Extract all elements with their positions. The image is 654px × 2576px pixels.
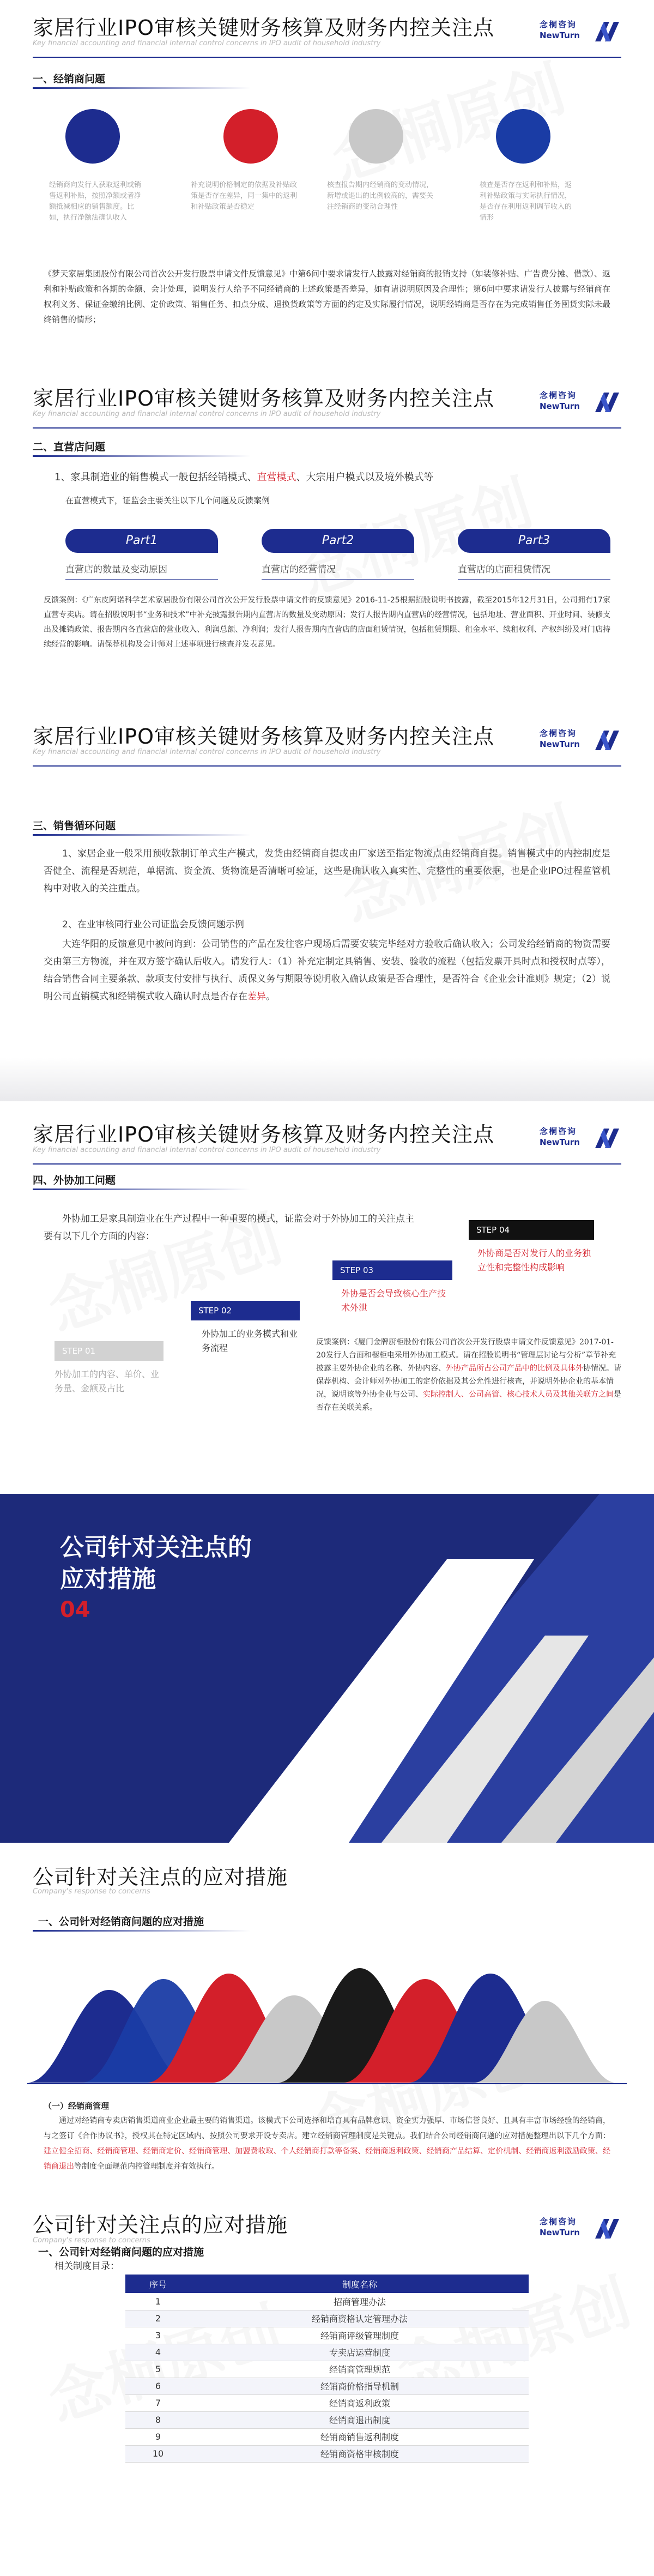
column-header-name: 制度名称 — [191, 2275, 529, 2293]
section-bar — [33, 455, 251, 457]
table-row — [125, 2293, 529, 2310]
table-row — [125, 2445, 529, 2462]
logo-text-en: NewTurn — [540, 1137, 580, 1147]
slide-header — [33, 1858, 621, 1906]
row-no: 2 — [125, 2310, 191, 2327]
logo-mark-icon — [593, 387, 621, 415]
section-bar — [33, 1189, 251, 1190]
row-name: 经销商销售返利制度 — [191, 2428, 529, 2445]
slide-cover — [0, 1494, 654, 1843]
section-heading: 三、销售循环问题 — [33, 820, 116, 832]
page-title: 公司针对关注点的应对措施 — [33, 2213, 288, 2237]
section-paragraph: 《梦天家居集团股份有限公司首次公开发行股票申请文件反馈意见》中第6问中要求请发行人披露对经销商的报销支持（如装修补贴、广告费分摊、借款）、返利和补贴政策和各期的金额、会计处理，说明发行人给予不同经销商的上述政策是否差异，如有请说明原因及合理性；第6问中要求请发行人披露与经销商在权利义务、保证金缴纳比例、定价政策、销售任务、扣点分成、退换货政策等方面的约定及实际履行情况，说明经销商是否存在为完成销售任务囤货实际未最终销售的情形； — [44, 269, 610, 324]
row-name: 经销商价格指导机制 — [191, 2378, 529, 2394]
brand-logo — [540, 1122, 621, 1153]
case-text: 协情况。请保荐机构、会计师对外协加工的定价依据及其公允性进行核查，并说明外协企业的基本情况，说明该等外协企业与公司、 — [316, 1364, 621, 1399]
step-desc: 外协加工的业务模式和业务流程 — [202, 1329, 298, 1353]
line-prefix: 1、家具制造业的销售模式一般包括经销模式、 — [55, 472, 257, 483]
case-text: 反馈案例：《厦门金牌厨柜股份有限公司首次公开发行股票申请文件反馈意见》2017-01-20发行人台面和橱柜电采用外协加工模式。请在招股说明书“管理层讨论与分析”章节补充披露主要外协企业的名称、外协内容、 — [316, 1338, 616, 1373]
circle-text: 补充说明价格制定的依据及补贴政策是否存在差异，同一集中的返利和补贴政策是否稳定 — [191, 181, 298, 211]
row-name: 招商管理办法 — [191, 2293, 529, 2310]
case-highlight: 外协产品所占公司产品中的比例及具体外 — [446, 1364, 583, 1373]
circle-navy — [65, 109, 120, 164]
page-subtitle: Key financial accounting and financial internal control concerns in IPO audit of household industry — [33, 748, 381, 756]
page-subtitle: Company's response to concerns — [33, 1887, 150, 1896]
cover-number: 04 — [60, 1597, 90, 1622]
case-box — [316, 1336, 621, 1414]
line-suffix: 、大宗用户模式以及境外模式等 — [296, 472, 434, 483]
paragraph-text: 大连华阳的反馈意见中被问询到：公司销售的产品在发往客户现场后需要安装完毕经对方验收后确认收入；公司发给经销商的物资需要交由第三方物流，并在双方签字确认后收入。请发行人：（1）补充定制定具销售、安装、验收的流程（包括发票开具时点和授权时点等），结合销售合同主要条款、款项支付安排与执行、质保义务与期限等说明收入确认政策是否合理性，是否符合《企业会计准则》规定；（2）说明公司直销模式和经销模式收入确认时点是否存在 — [44, 939, 610, 1002]
part-desc: 直营店的数量及变动原因 — [65, 564, 167, 575]
part-underline — [65, 579, 218, 580]
logo-text-en: NewTurn — [540, 739, 580, 749]
page-title: 家居行业IPO审核关键财务核算及财务内控关注点 — [33, 1123, 495, 1147]
step-desc: 外协是否会导致核心生产技术外泄 — [341, 1288, 446, 1313]
brand-logo — [540, 386, 621, 417]
slide-outsourcing — [0, 1107, 654, 1483]
table-row — [125, 2361, 529, 2378]
row-name: 专卖店运营制度 — [191, 2344, 529, 2361]
section-bar — [33, 87, 251, 89]
row-no: 4 — [125, 2344, 191, 2361]
section-heading: 一、经销商问题 — [33, 73, 106, 85]
row-no: 9 — [125, 2428, 191, 2445]
slide-policy-list — [0, 2197, 654, 2576]
slide-dealer — [0, 0, 654, 360]
part-underline — [458, 579, 610, 580]
row-no: 1 — [125, 2293, 191, 2310]
slide-sales-cycle — [0, 709, 654, 1101]
logo-mark-icon — [593, 16, 621, 45]
circle-red — [223, 109, 278, 164]
section-bar — [33, 1930, 251, 1932]
row-no: 6 — [125, 2378, 191, 2394]
sub-heading: （一）经销商管理 — [44, 2101, 110, 2111]
circle-blue — [496, 109, 550, 164]
slide-direct-store — [0, 371, 654, 698]
section-heading: 四、外协加工问题 — [33, 1174, 116, 1186]
slide-header — [33, 381, 621, 429]
cover-title-line: 公司针对关注点的 — [60, 1534, 252, 1561]
circle-text: 核查报告期内经销商的变动情况，新增或退出的比例较高的，需要关注经销商的变动合理性 — [327, 181, 434, 211]
table-row — [125, 2310, 529, 2327]
row-no: 10 — [125, 2445, 191, 2462]
row-name: 经销商资格认定管理办法 — [191, 2310, 529, 2327]
table-row — [125, 2327, 529, 2344]
page-title: 公司针对关注点的应对措施 — [33, 1865, 288, 1889]
cover-title — [60, 1532, 252, 1595]
logo-text-cn: 念桐咨询 — [540, 20, 577, 29]
brand-logo — [540, 724, 621, 755]
section-intro: 外协加工是家具制造业在生产过程中一种重要的模式，证监会对于外协加工的关注点主要有以下几个方面的内容： — [44, 1214, 414, 1242]
page-title: 家居行业IPO审核关键财务核算及财务内控关注点 — [33, 16, 495, 40]
bottom-fade — [0, 1058, 654, 1101]
logo-mark-icon — [593, 725, 621, 753]
line-highlight: 直营模式 — [257, 472, 296, 483]
row-name: 经销商评级管理制度 — [191, 2327, 529, 2344]
section-heading: 一、公司针对经销商问题的应对措施 — [38, 1916, 204, 1928]
step-desc: 外协加工的内容、单价、业务量、金额及占比 — [55, 1369, 160, 1393]
case-highlight: 实际控制人、公司高管、核心技术人员及其他关联方之间 — [423, 1390, 614, 1399]
slide-header — [33, 719, 621, 767]
circle-text: 经销商向发行人获取返利或销售返利补贴，按照净额或者净额抵减相应的销售额度。比如，执行净额法确认收入 — [49, 181, 142, 222]
logo-text-cn: 念桐咨询 — [540, 2217, 577, 2227]
page-subtitle: Company's response to concerns — [33, 2236, 150, 2245]
part-desc: 直营店的经营情况 — [262, 564, 336, 575]
table-row — [125, 2378, 529, 2394]
page-title: 家居行业IPO审核关键财务核算及财务内控关注点 — [33, 725, 495, 749]
logo-text-cn: 念桐咨询 — [540, 728, 577, 738]
slide-dealer-response — [0, 1848, 654, 2186]
section-paragraph: 2、在业审核同行业公司证监会反馈问题示例 — [62, 919, 244, 930]
row-name: 经销商资格审核制度 — [191, 2445, 529, 2462]
brand-logo — [540, 2212, 621, 2243]
part-card: Part3 — [458, 529, 610, 553]
step-label: STEP 02 — [191, 1301, 300, 1320]
paragraph-highlight: 建立健全招商、经销商管理、经销商定价、经销商管理、加盟费收取、个人经销商打款等备案、经销商返利政策、经销商产品结算、定价机制、经销商返利激励政策、经销商退出 — [44, 2147, 610, 2171]
section-line: 在直营模式下，证监会主要关注以下几个问题及反馈案例 — [65, 496, 270, 505]
slide-header — [33, 10, 621, 58]
paragraph-text: 。 — [266, 991, 275, 1002]
logo-mark-icon — [593, 1123, 621, 1151]
case-text: 是否存在关联关系。 — [316, 1390, 621, 1412]
page-subtitle: Key financial accounting and financial internal control concerns in IPO audit of household industry — [33, 39, 381, 47]
table-row — [125, 2411, 529, 2428]
cover-title-line: 应对措施 — [60, 1565, 156, 1593]
table-header-row — [125, 2275, 529, 2293]
section-heading: 二、直营店问题 — [33, 441, 106, 453]
logo-text-cn: 念桐咨询 — [540, 390, 577, 400]
page-subtitle: Key financial accounting and financial internal control concerns in IPO audit of household industry — [33, 410, 381, 418]
logo-mark-icon — [593, 2213, 621, 2242]
slide-header — [33, 1117, 621, 1165]
row-name: 经销商返利政策 — [191, 2394, 529, 2411]
section-heading: 一、公司针对经销商问题的应对措施 — [38, 2246, 204, 2258]
part-card: Part2 — [262, 529, 414, 553]
part-underline — [262, 579, 414, 580]
paragraph-highlight: 差异 — [247, 991, 266, 1002]
table-row — [125, 2344, 529, 2361]
bell-curves-graphic — [27, 1957, 627, 2088]
column-header-no: 序号 — [125, 2275, 191, 2293]
section-paragraph: 1、家居企业一般采用预收款制订单式生产模式，发货由经销商自提或由厂家送至指定物流点由经销商自提。销售模式中的内控制度是否健全、流程是否规范，单据流、资金流、货物流是否清晰可验证，这些是确认收入真实性、完整性的重要依据，也是企业IPO过程监管机构中对收入的关注重点。 — [44, 848, 610, 894]
case-paragraph: 反馈案例：《广东皮阿诺科学艺术家居股份有限公司首次公开发行股票申请文件的反馈意见》2016-11-25根据招股说明书披露，截至2015年12月31日，公司拥有17家直营专卖店。请在招股说明书“业务和技术”中补充披露报告期内直营店的数量及变动原因；发行人报告期内直营店的经营情况，包括地址、营业面积、开业时间、装修支出及摊销政策、报告期内各直营店的营业收入、利润总额、净利润；发行人报告期内直营店的店面租赁情况，包括租赁期限、租金水平、续租权利、产权纠纷及对门店持续经营的影响。请保荐机构及会计师对上述事项进行核查并发表意见。 — [44, 596, 610, 649]
step-label: STEP 04 — [469, 1220, 594, 1240]
step-desc: 外协商是否对发行人的业务独立性和完整性构成影响 — [477, 1248, 591, 1272]
page-subtitle: Key financial accounting and financial internal control concerns in IPO audit of household industry — [33, 1146, 381, 1154]
logo-text-en: NewTurn — [540, 31, 580, 40]
step-label: STEP 01 — [55, 1341, 164, 1361]
section-bar — [33, 834, 251, 836]
circle-gray — [349, 109, 403, 164]
paragraph-text: 等制度全面规范内控管理制度并有效执行。 — [74, 2162, 219, 2171]
row-no: 5 — [125, 2361, 191, 2378]
part-desc: 直营店的店面租赁情况 — [458, 564, 550, 575]
paragraph-text: 通过对经销商专卖店销售渠道商业企业最主要的销售渠道。该模式下公司选择和培育具有品牌意识、资金实力强厚、市场信誉良好、且具有丰富市场经验的经销商，与之签订《合作协议书》，授权其在特定区域内、按照公司要求开设专卖店。建立经销商管理制度是关键点。我们结合公司经销商问题的应对措施整理出以下几个方面： — [44, 2116, 610, 2140]
step-label: STEP 03 — [332, 1260, 452, 1280]
logo-text-en: NewTurn — [540, 2228, 580, 2237]
brand-logo — [540, 15, 621, 46]
circle-text: 核查是否存在返利和补贴，返利补贴政策与实际执行情况，是否存在利用返利调节收入的情形 — [480, 181, 572, 222]
table-row — [125, 2394, 529, 2411]
row-no: 3 — [125, 2327, 191, 2344]
row-name: 经销商管理规范 — [191, 2361, 529, 2378]
section-paragraph — [44, 2113, 610, 2174]
page-title: 家居行业IPO审核关键财务核算及财务内控关注点 — [33, 387, 495, 411]
policy-table — [125, 2275, 529, 2463]
row-no: 7 — [125, 2394, 191, 2411]
part-card: Part1 — [65, 529, 218, 553]
row-name: 经销商退出制度 — [191, 2411, 529, 2428]
row-no: 8 — [125, 2411, 191, 2428]
section-line — [55, 469, 621, 486]
section-paragraph — [44, 936, 610, 1005]
list-label: 相关制度目录： — [55, 2261, 119, 2272]
logo-text-cn: 念桐咨询 — [540, 1126, 577, 1136]
logo-text-en: NewTurn — [540, 401, 580, 411]
table-row — [125, 2428, 529, 2445]
